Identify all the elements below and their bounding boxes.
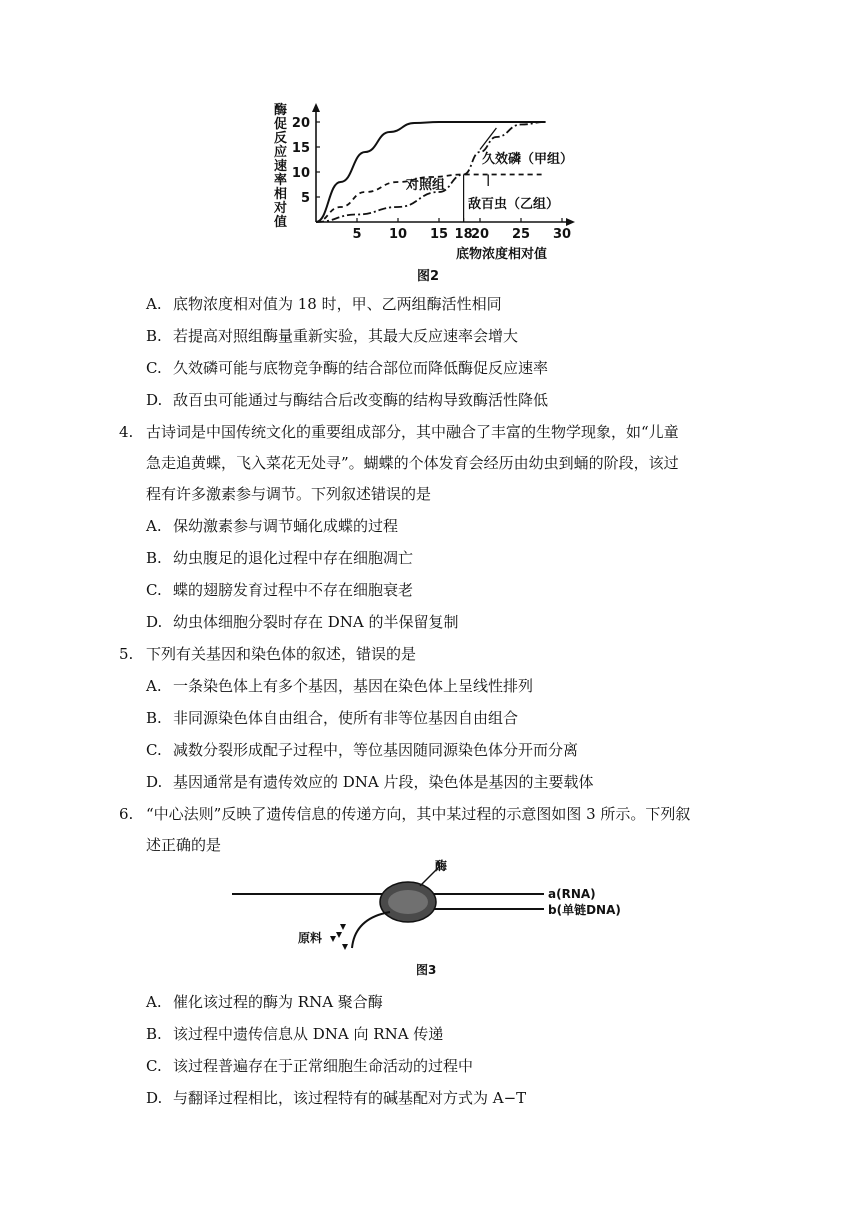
option-text: 一条染色体上有多个基因，基因在染色体上呈线性排列 — [173, 677, 534, 695]
question-number: 4. — [119, 423, 134, 441]
option-text: 幼虫腹足的退化过程中存在细胞凋亡 — [173, 549, 414, 567]
option-text: 该过程普遍存在于正常细胞生命活动的过程中 — [173, 1057, 474, 1075]
option-label: A. — [146, 993, 162, 1011]
option-text: 催化该过程的酶为 RNA 聚合酶 — [173, 993, 383, 1011]
q3-option-a[interactable] — [146, 294, 502, 314]
stem-text: “中心法则”反映了遗传信息的传递方向，其中某过程的示意图如图 3 所示。下列叙 — [146, 805, 691, 823]
y-axis-label-char: 对 — [274, 201, 288, 216]
option-text: 基因通常是有遗传效应的 DNA 片段，染色体是基因的主要载体 — [173, 773, 594, 791]
y-axis-arrow-icon — [312, 103, 320, 112]
option-text: 该过程中遗传信息从 DNA 向 RNA 传递 — [173, 1025, 444, 1043]
option-text: 久效磷可能与底物竞争酶的结合部位而降低酶促反应速率 — [173, 359, 549, 377]
option-label: D. — [146, 391, 163, 409]
enzyme-inner-shading — [388, 890, 428, 914]
x-tick-label: 5 — [352, 227, 362, 242]
strand-b-label: b(单链DNA) — [548, 903, 621, 917]
y-axis-label — [273, 102, 287, 230]
x-tick-label: 25 — [511, 227, 531, 242]
option-label: C. — [146, 1057, 162, 1075]
q4-option-b[interactable] — [146, 548, 413, 568]
q4-stem-line-1 — [119, 422, 679, 442]
curve-label-control: 对照组 — [406, 178, 446, 193]
curve-label-jia: 久效磷（甲组） — [482, 152, 574, 167]
x-tick-label: 15 — [429, 227, 449, 242]
q6-stem-line-1 — [119, 804, 690, 824]
q6-option-d[interactable] — [146, 1088, 526, 1108]
option-label: B. — [146, 1025, 162, 1043]
x-axis-arrow-icon — [566, 218, 575, 226]
figure-2-chart — [270, 100, 590, 286]
q4-option-a[interactable] — [146, 516, 398, 536]
option-label: C. — [146, 581, 162, 599]
curve-label-yi: 敌百虫（乙组） — [468, 197, 560, 212]
figure-3-caption: 图3 — [416, 963, 437, 977]
y-axis-label-char: 反 — [274, 131, 288, 146]
stem-text: 古诗词是中国传统文化的重要组成部分，其中融合了丰富的生物学现象，如“儿童 — [146, 423, 679, 441]
option-text: 保幼激素参与调节蛹化成蝶的过程 — [173, 517, 399, 535]
stem-text: 下列有关基因和染色体的叙述，错误的是 — [146, 645, 417, 663]
option-label: B. — [146, 327, 162, 345]
x-tick-label: 18 — [454, 227, 473, 242]
q5-option-b[interactable] — [146, 708, 518, 728]
q5-option-a[interactable] — [146, 676, 533, 696]
option-label: A. — [146, 517, 162, 535]
enzyme-label: 酶 — [435, 859, 448, 873]
figure-3 — [232, 852, 652, 980]
material-strand-curve — [352, 912, 390, 948]
option-label: A. — [146, 295, 162, 313]
option-label: B. — [146, 709, 162, 727]
figure-2-caption: 图2 — [417, 269, 440, 284]
option-label: D. — [146, 773, 163, 791]
y-axis-label-char: 酶 — [274, 103, 288, 118]
nucleotide-icon — [342, 944, 348, 950]
option-label: D. — [146, 1089, 163, 1107]
q4-option-c[interactable] — [146, 580, 413, 600]
x-tick-label: 30 — [552, 227, 572, 242]
nucleotide-icon — [330, 936, 336, 942]
y-axis-label-char: 促 — [274, 117, 288, 132]
option-text: 减数分裂形成配子过程中，等位基因随同源染色体分开而分离 — [173, 741, 579, 759]
x-tick-label: 20 — [470, 227, 490, 242]
q3-option-b[interactable] — [146, 326, 518, 346]
x-tick-label: 10 — [388, 227, 408, 242]
y-axis-label-char: 速 — [274, 159, 288, 174]
option-label: A. — [146, 677, 162, 695]
option-text: 敌百虫可能通过与酶结合后改变酶的结构导致酶活性降低 — [173, 391, 549, 409]
question-number: 5. — [119, 645, 134, 663]
y-tick-label: 20 — [291, 116, 310, 131]
nucleotide-icon — [340, 924, 346, 930]
option-text: 若提高对照组酶量重新实验，其最大反应速率会增大 — [173, 327, 519, 345]
q6-stem-line-2: 述正确的是 — [146, 836, 222, 854]
q6-option-b[interactable] — [146, 1024, 443, 1044]
option-text: 蝶的翅膀发育过程中不存在细胞衰老 — [173, 581, 414, 599]
q6-option-c[interactable] — [146, 1056, 473, 1076]
q4-stem-line-2: 急走追黄蝶，飞入菜花无处寻”。蝴蝶的个体发育会经历由幼虫到蛹的阶段，该过 — [146, 454, 679, 472]
option-text: 底物浓度相对值为 18 时，甲、乙两组酶活性相同 — [173, 295, 502, 313]
option-label: D. — [146, 613, 163, 631]
nucleotide-icon — [336, 932, 342, 938]
y-axis-label-char: 应 — [274, 145, 288, 160]
y-tick-label: 5 — [300, 191, 310, 206]
x-axis-label: 底物浓度相对值 — [456, 247, 548, 262]
option-label: C. — [146, 359, 162, 377]
figure-3-diagram — [232, 852, 652, 980]
figure-2 — [270, 100, 590, 286]
q4-stem-line-3: 程有许多激素参与调节。下列叙述错误的是 — [146, 485, 432, 503]
y-axis-label-char: 值 — [274, 215, 288, 230]
q3-option-c[interactable] — [146, 358, 548, 378]
material-label: 原料 — [298, 931, 323, 945]
q5-option-d[interactable] — [146, 772, 594, 792]
y-axis-label-char: 率 — [274, 173, 288, 188]
option-label: B. — [146, 549, 162, 567]
option-label: C. — [146, 741, 162, 759]
q5-option-c[interactable] — [146, 740, 578, 760]
option-text: 幼虫体细胞分裂时存在 DNA 的半保留复制 — [173, 613, 459, 631]
q5-stem-line-1 — [119, 644, 416, 664]
q4-option-d[interactable] — [146, 612, 459, 632]
y-tick-label: 10 — [291, 166, 310, 181]
q6-option-a[interactable] — [146, 992, 383, 1012]
option-text: 非同源染色体自由组合，使所有非等位基因自由组合 — [173, 709, 519, 727]
question-number: 6. — [119, 805, 134, 823]
strand-a-label: a(RNA) — [548, 887, 596, 901]
option-text: 与翻译过程相比，该过程特有的碱基配对方式为 A−T — [173, 1089, 527, 1107]
y-axis-label-char: 相 — [274, 187, 288, 202]
q3-option-d[interactable] — [146, 390, 548, 410]
y-tick-label: 15 — [291, 141, 310, 156]
